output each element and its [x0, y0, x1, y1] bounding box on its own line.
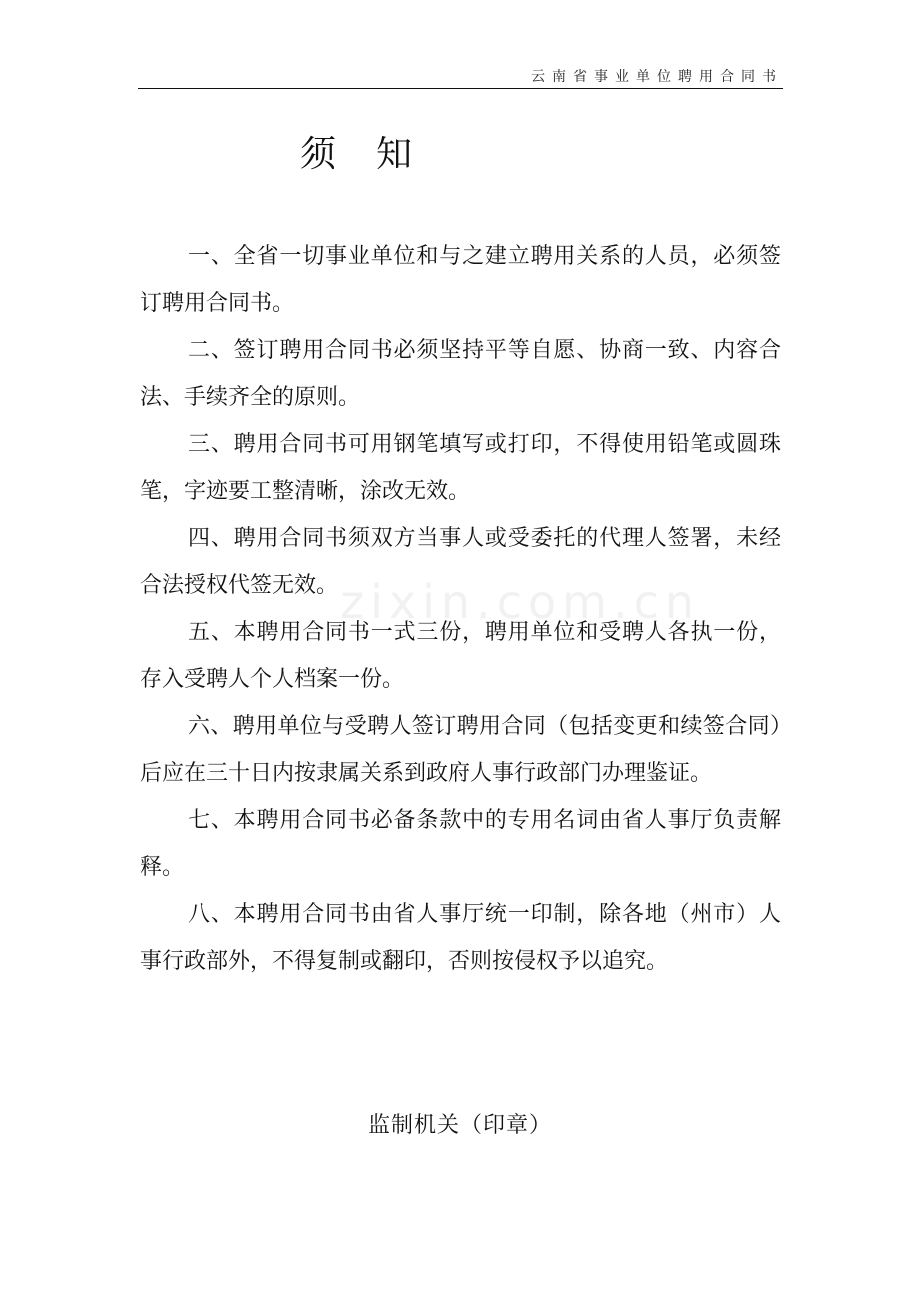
notice-title: 须知 — [300, 134, 453, 175]
notice-paragraph-1: 一、全省一切事业单位和与之建立聘用关系的人员，必须签订聘用合同书。 — [140, 244, 781, 316]
header-rule — [138, 88, 783, 89]
supervising-authority-seal-line: 监制机关（印章） — [367, 1113, 552, 1138]
notice-body — [140, 233, 781, 985]
notice-paragraph-5: 五、本聘用合同书一式三份，聘用单位和受聘人各执一份，存入受聘人个人档案一份。 — [140, 620, 781, 692]
notice-paragraph-3: 三、聘用合同书可用钢笔填写或打印，不得使用铅笔或圆珠笔，字迹要工整清晰，涂改无效。 — [140, 432, 781, 504]
notice-paragraph-6: 六、聘用单位与受聘人签订聘用合同（包括变更和续签合同）后应在三十日内按隶属关系到政府人事行政部门办理鉴证。 — [140, 714, 781, 786]
notice-paragraph-8: 八、本聘用合同书由省人事厅统一印制，除各地（州市）人事行政部外，不得复制或翻印，否则按侵权予以追究。 — [140, 902, 781, 974]
notice-paragraph-7: 七、本聘用合同书必备条款中的专用名词由省人事厅负责解释。 — [140, 808, 781, 880]
notice-paragraph-4: 四、聘用合同书须双方当事人或受委托的代理人签署，未经合法授权代签无效。 — [140, 526, 781, 598]
notice-paragraph-2: 二、签订聘用合同书必须坚持平等自愿、协商一致、内容合法、手续齐全的原则。 — [140, 338, 781, 410]
running-header: 云南省事业单位聘用合同书 — [531, 69, 783, 85]
watermark: zixin.com.cn — [340, 575, 701, 629]
